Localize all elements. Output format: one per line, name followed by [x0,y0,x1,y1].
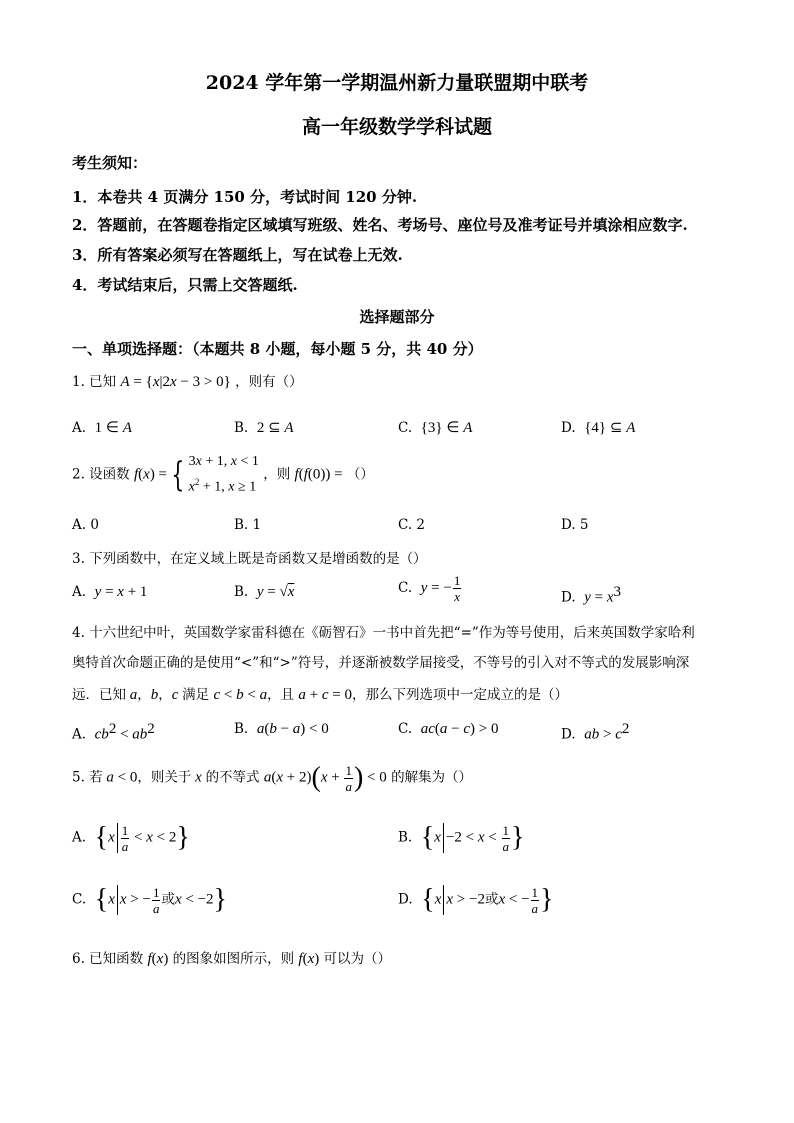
exam-subtitle: 高一年级数学学科试题 [301,116,492,138]
notice-item-4: 4．考试结束后，只需上交答题纸. [72,276,298,294]
question-1: 1. 已知 A = {x|2x − 3 > 0} ，则有（） [72,374,303,390]
question-3: 3. 下列函数中，在定义域上既是奇函数又是增函数的是（） [72,551,427,567]
q1-set-formula: A [120,374,130,390]
q2-mid: ，则 [263,466,291,483]
section-title: 选择题部分 [359,308,435,326]
q1-prefix: 1. 已知 [72,374,117,390]
q5-option-a[interactable]: A. {x $\frac{1}{a}$ < x < 2} [72,822,190,854]
question-5: 5. 若 a < 0，则关于 x 的不等式 a(x + 2)(x + $\frac{1}{a}$ ) < 0 的解集为（） [72,762,473,794]
question-2: 2. 设函数 f(x) = { 3x + 1, x < 1 $x^2 + 1$, x ≥ 1 ，则 f(f(0)) = （） [72,452,374,498]
part-title: 一、单项选择题：（本题共 8 小题，每小题 5 分，共 40 分） [72,340,483,358]
q4-option-a[interactable]: A. $cb^2 < ab^2$ [72,721,155,743]
q4-option-b[interactable]: B. a(b − a) < 0 [234,721,329,737]
q1-option-a[interactable]: A. 1 ∈ A [72,420,132,436]
notice-item-3: 3．所有答案必须写在答题纸上，写在试卷上无效. [72,246,403,264]
question-6: 6. 已知函数 f(x) 的图象如图所示，则 f(x) 可以为（） [72,951,392,967]
notice-item-1: 1．本卷共 4 页满分 150 分，考试时间 120 分钟. [72,188,418,206]
notice-item-2: 2．答题前，在答题卷指定区域填写班级、姓名、考场号、座位号及准考证号并填涂相应数字. [72,216,688,234]
exam-title: 2024 学年第一学期温州新力量联盟期中联考 [205,72,589,94]
q5-option-c[interactable]: C. {x x > − $\frac{1}{a}$ 或x < −2} [72,884,227,916]
q2-prefix: 2. 设函数 [72,466,130,483]
notice-heading: 考生须知： [72,154,148,172]
q1-option-d[interactable]: D. {4} ⊆ A [561,420,636,436]
q4-option-d[interactable]: D. ab > $c^2$ [561,721,630,743]
q2-option-c[interactable]: C. 2 [398,517,426,533]
question-4-line-2: 奥特首次命题正确的是使用“<”和“>”符号，并逐渐被数学届接受，不等号的引入对不等式的发展影响深 [72,655,690,671]
q4-option-c[interactable]: C. ac(a − c) > 0 [398,721,499,737]
question-4-line-1: 4. 十六世纪中叶，英国数学家雷科德在《砺智石》一书中首先把“=”作为等号使用，后来英国数学家哈利 [72,625,695,641]
q2-option-b[interactable]: B. 1 [234,517,262,533]
q3-option-b[interactable]: B. y = √x [234,584,295,600]
q2-option-a[interactable]: A. 0 [72,517,99,533]
q5-option-d[interactable]: D. {x x > −2或x < − $\frac{1}{a}$ } [398,884,554,916]
q3-option-d[interactable]: D. $y = x^3$ [561,584,622,606]
q3-option-a[interactable]: A. y = x + 1 [72,584,148,600]
q3-option-c[interactable]: C. y = − $\frac{1}{x}$ [398,573,461,604]
q1-option-b[interactable]: B. 2 ⊆ A [234,420,294,436]
q5-option-b[interactable]: B. {x −2 < x < $\frac{1}{a}$ } [398,822,525,854]
q2-suffix: （） [346,466,374,483]
q1-option-c[interactable]: C. {3} ∈ A [398,420,473,436]
question-4-line-3: 远．已知 a，b，c 满足 c < b < a，且 a + c = 0，那么下列选项中一定成立的是（） [72,687,568,703]
q2-option-d[interactable]: D. 5 [561,517,589,533]
q1-suffix: ，则有（） [235,374,303,390]
q2-piecewise: 3x + 1, x < 1 $x^2 + 1$, x ≥ 1 [188,454,259,495]
